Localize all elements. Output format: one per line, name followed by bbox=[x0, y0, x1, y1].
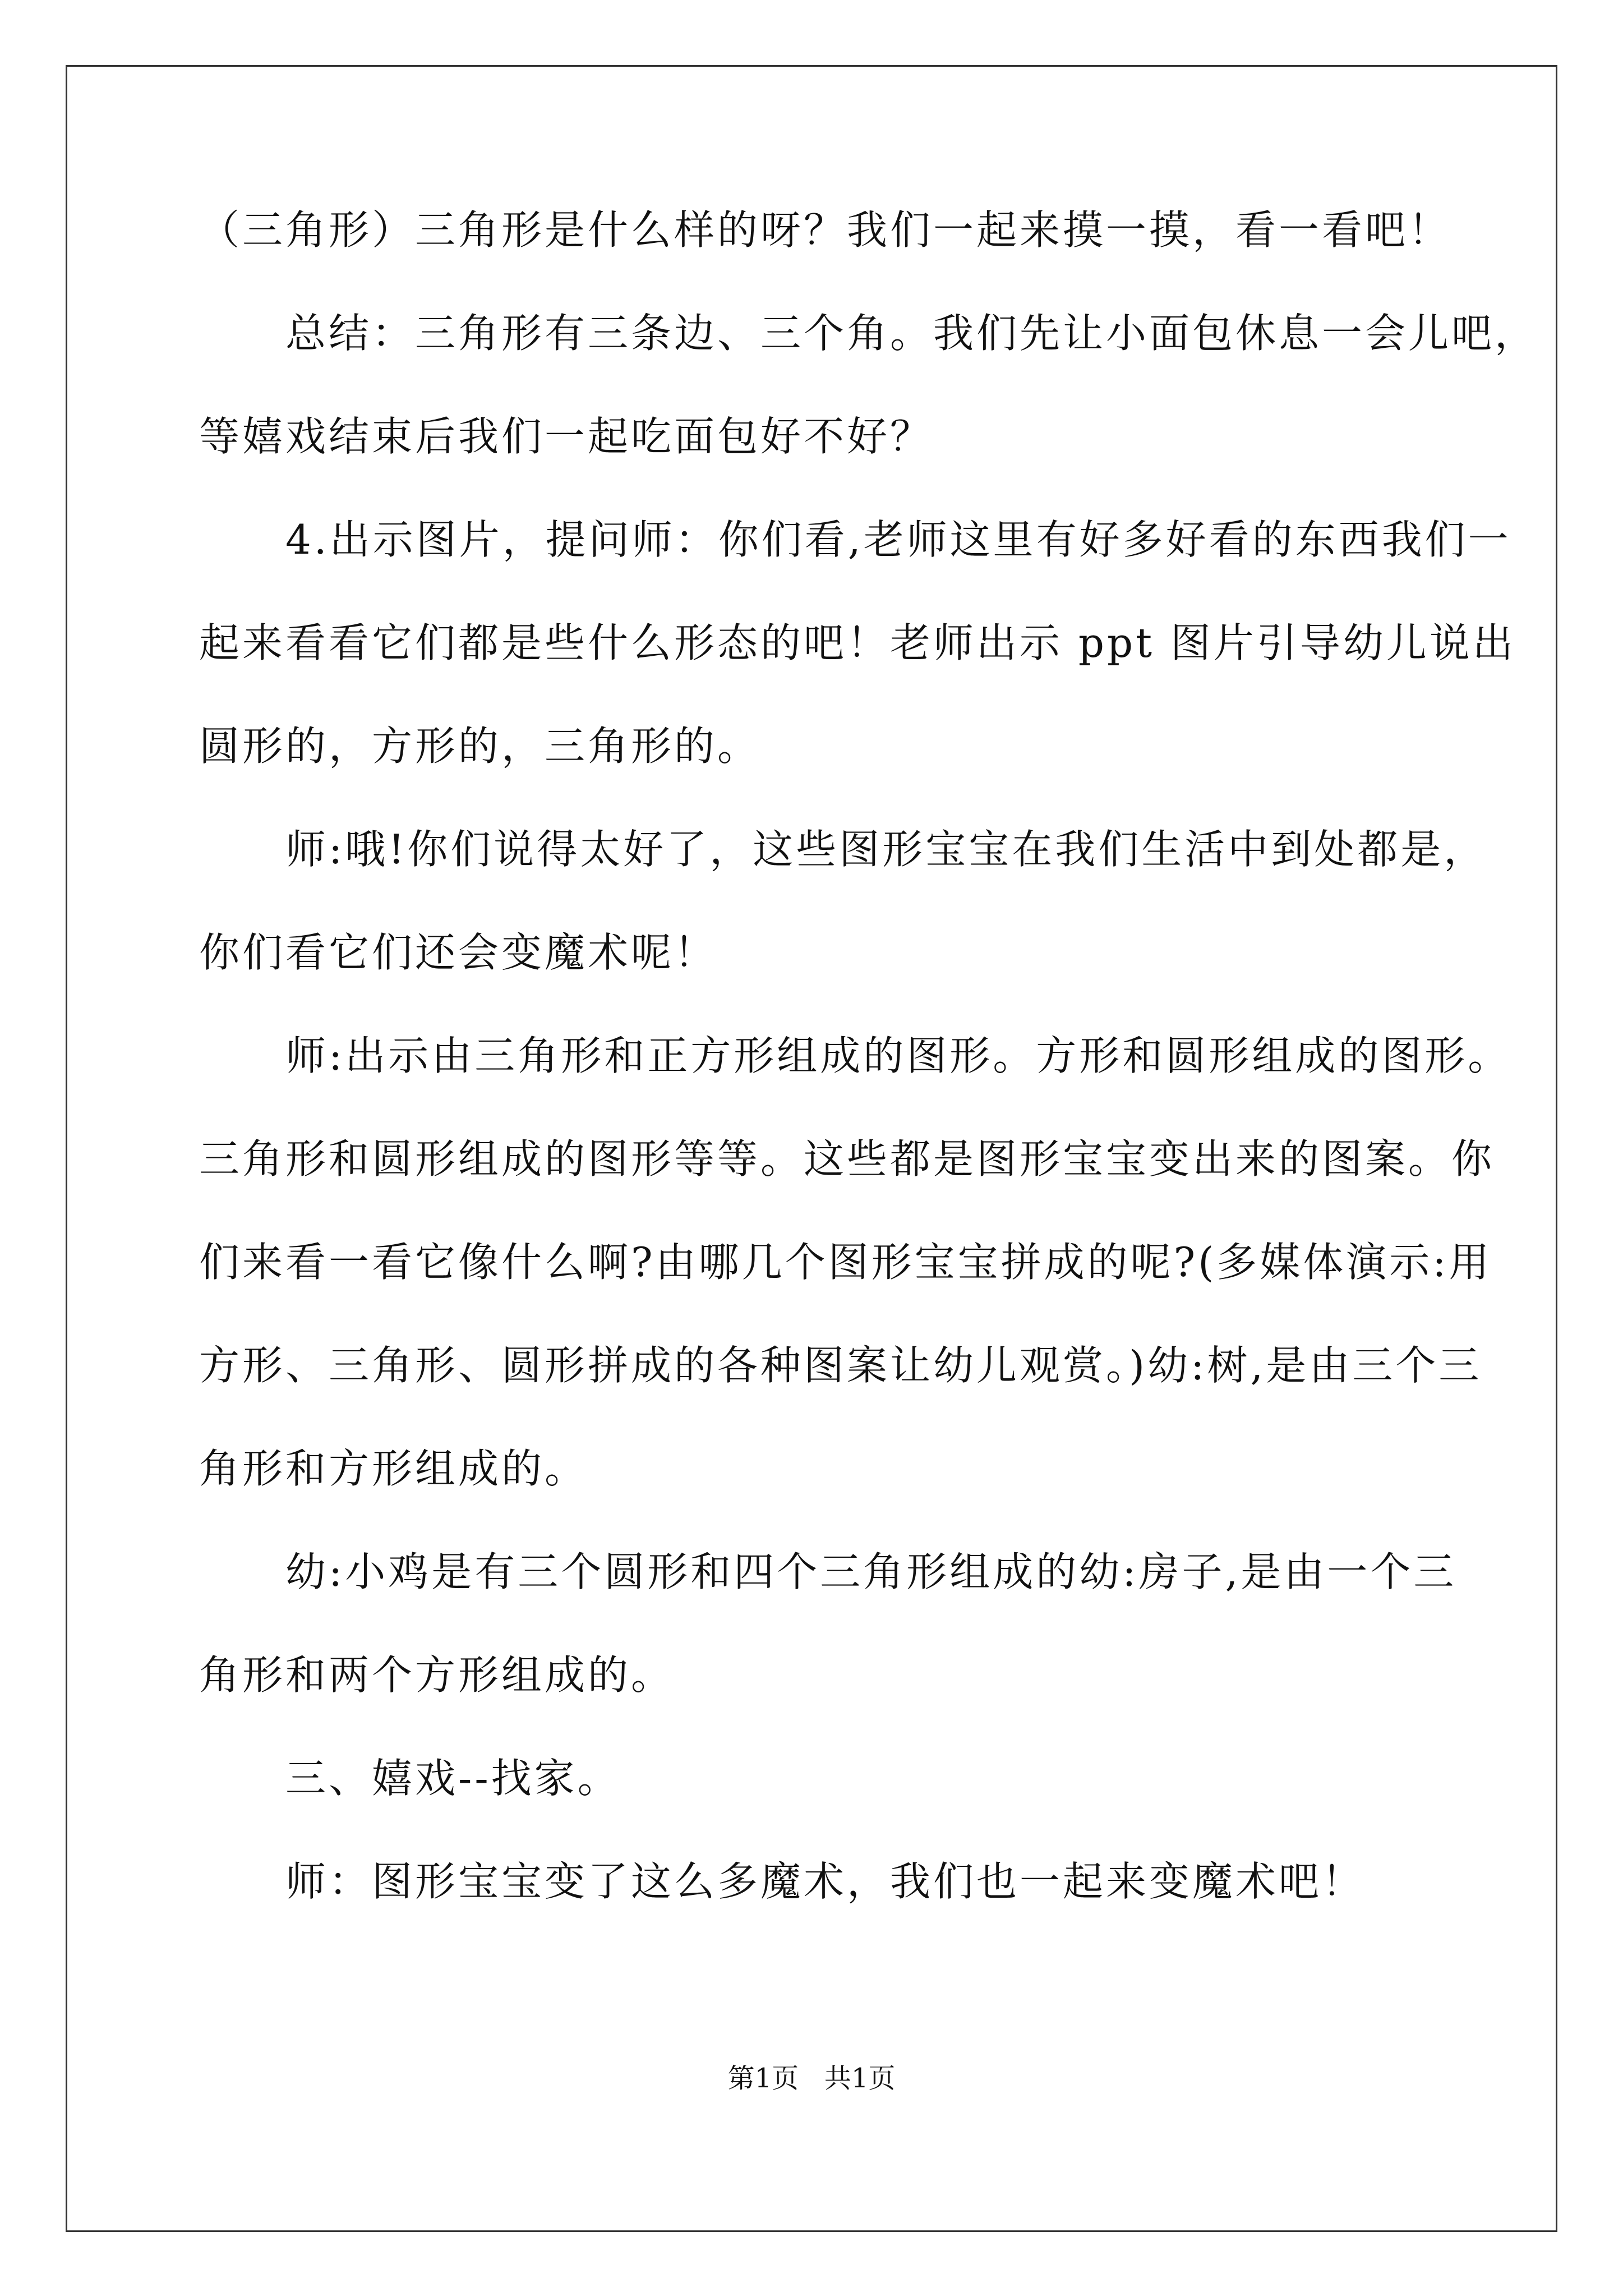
text-line: 方形、三角形、圆形拼成的各种图案让幼儿观赏。)幼:树,是由三个三 bbox=[199, 1342, 1482, 1389]
text-line: 三角形和圆形组成的图形等等。这些都是图形宝宝变出来的图案。你 bbox=[199, 1135, 1495, 1182]
text-line: （三角形）三角形是什么样的呀？我们一起来摸一摸，看一看吧！ bbox=[199, 206, 1452, 254]
text-line: 师：图形宝宝变了这么多魔术，我们也一起来变魔术吧！ bbox=[199, 1858, 1366, 1905]
text-line: 圆形的，方形的，三角形的。 bbox=[199, 723, 761, 770]
page-number-footer: 第1页 共1页 bbox=[727, 2063, 896, 2094]
text-line: 幼:小鸡是有三个圆形和四个三角形组成的幼:房子,是由一个三 bbox=[199, 1548, 1457, 1595]
text-line: 师:哦!你们说得太好了，这些图形宝宝在我们生活中到处都是， bbox=[199, 826, 1487, 873]
text-line: 等嬉戏结束后我们一起吃面包好不好？ bbox=[199, 413, 934, 460]
text-line: 角形和两个方形组成的。 bbox=[199, 1651, 675, 1699]
text-line: 4.出示图片，提问师：你们看,老师这里有好多好看的东西我们一 bbox=[199, 516, 1511, 563]
text-line: 你们看它们还会变魔术呢！ bbox=[199, 929, 718, 976]
text-line: 起来看看它们都是些什么形态的吧！老师出示 ppt 图片引导幼儿说出 bbox=[199, 619, 1516, 666]
text-line: 角形和方形组成的。 bbox=[199, 1445, 588, 1492]
text-line: 师:出示由三角形和正方形组成的图形。方形和圆形组成的图形。 bbox=[199, 1032, 1511, 1079]
text-line: 总结：三角形有三条边、三个角。我们先让小面包休息一会儿吧， bbox=[199, 310, 1538, 357]
text-line: 们来看一看它像什么啊?由哪几个图形宝宝拼成的呢?(多媒体演示:用 bbox=[199, 1239, 1492, 1286]
text-line: 三、嬉戏--找家。 bbox=[199, 1755, 621, 1802]
